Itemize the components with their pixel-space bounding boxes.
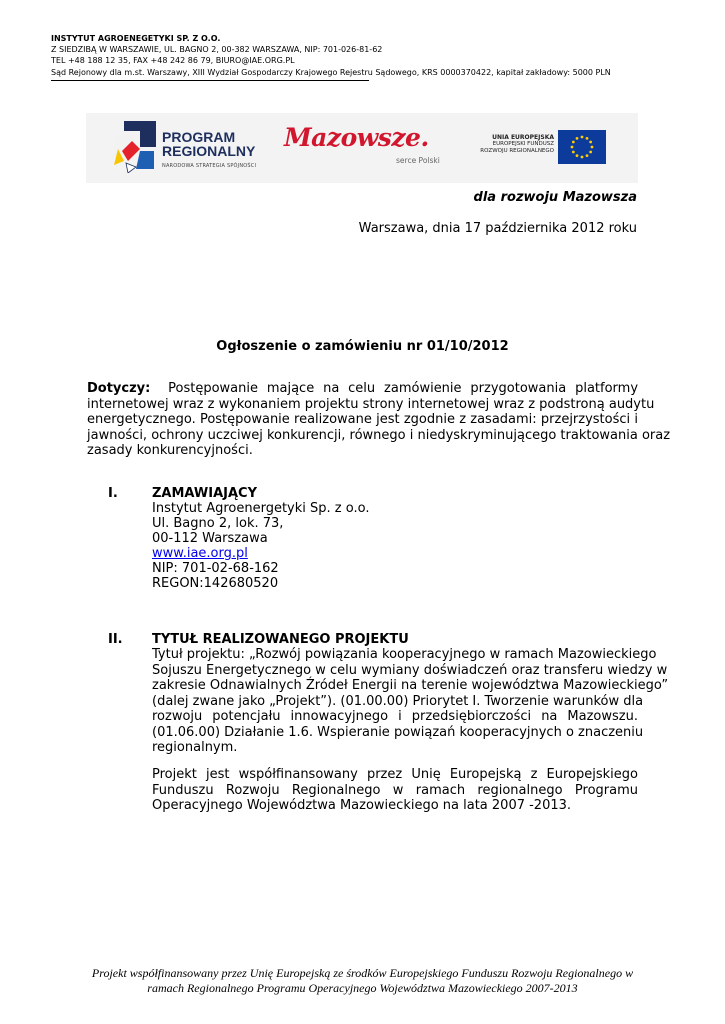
eu-line-2: EUROPEJSKI FUNDUSZ — [492, 141, 554, 147]
authority-city: 00-112 Warszawa — [152, 531, 268, 546]
section-2-number: II. — [108, 632, 123, 647]
eu-line-3: ROZWOJU REGIONALNEGO — [480, 148, 554, 154]
eu-logo — [478, 130, 608, 170]
mazowsze-subtitle: serce Polski — [396, 156, 440, 165]
dotyczy-line — [87, 381, 638, 397]
project-line: zakresie Odnawialnych Źródeł Energii na terenie województwa Mazowieckiego” — [152, 678, 669, 693]
eu-flag-icon — [558, 130, 606, 164]
logo-band — [86, 113, 638, 183]
program-regionalny-title — [162, 130, 255, 158]
cofinancing-paragraph — [152, 767, 638, 814]
mazowsze-wordmark: Mazowsze. — [284, 123, 429, 152]
authority-regon: REGON:142680520 — [152, 576, 279, 591]
company-address: Z SIEDZIBĄ W WARSZAWIE, UL. BAGNO 2, 00-382 WARSZAWA, NIP: 701-026-81-62 — [51, 45, 383, 54]
project-line: rozwoju potencjału innowacyjnego i przedsiębiorczości na Mazowszu. — [152, 709, 638, 724]
dotyczy-line: jawności, ochrony uczciwej konkurencji, równego i niedyskryminującego traktowania oraz — [87, 427, 671, 443]
eu-logo-text — [478, 134, 554, 155]
contracting-authority-address — [152, 501, 369, 591]
program-regionalny-subtitle: NARODOWA STRATEGIA SPÓJNOŚCI — [162, 163, 257, 169]
project-line: Tytuł projektu: „Rozwój powiązania kooperacyjnego w ramach Mazowieckiego — [152, 647, 657, 662]
mazowsze-logo — [284, 123, 444, 173]
project-title-paragraph — [152, 647, 669, 756]
eu-star — [576, 137, 579, 140]
cofinancing-line: Projekt jest współfinansowany przez Unię Europejską z Europejskiego — [152, 767, 638, 782]
eu-line-1: UNIA EUROPEJSKA — [492, 134, 554, 141]
footer-line-2: ramach Regionalnego Programu Operacyjnego Województwa Mazowieckiego 2007-2013 — [147, 981, 578, 995]
eu-star — [576, 154, 579, 157]
section-1-heading: ZAMAWIAJĄCY — [152, 486, 257, 501]
project-line: regionalnym. — [152, 740, 238, 755]
dotyczy-line: zasady konkurencyjności. — [87, 443, 253, 458]
eu-star — [586, 154, 589, 157]
section-2-heading: TYTUŁ REALIZOWANEGO PROJEKTU — [152, 632, 409, 647]
dotyczy-line: internetowej wraz z wykonaniem projektu strony internetowej wraz z podstroną audytu — [87, 396, 655, 412]
program-regionalny-emblem-icon — [114, 121, 156, 173]
dotyczy-label: Dotyczy: — [87, 381, 151, 396]
eu-star — [581, 156, 584, 159]
footer-line-1: Projekt współfinansowany przez Unię Europejską ze środków Europejskiego Funduszu Rozwoju Regionalnego w — [91, 966, 634, 980]
section-1-number: I. — [108, 486, 118, 501]
dotyczy-line-text: Postępowanie mające na celu zamówienie przygotowania platformy — [168, 381, 639, 396]
project-line: (01.06.00) Działanie 1.6. Wspieranie powiązań kooperacyjnych o znaczeniu — [152, 724, 644, 740]
company-registry: Sąd Rejonowy dla m.st. Warszawy, XIII Wydział Gospodarczy Krajowego Rejestru Sądowego, KRS 0000370422, kapitał zakładowy: 5000 PLN — [51, 68, 611, 77]
eu-star — [589, 141, 592, 144]
place-date: Warszawa, dnia 17 października 2012 roku — [358, 221, 637, 236]
header-divider — [51, 80, 369, 81]
program-regionalny-logo — [114, 121, 304, 176]
regionalny-line: REGIONALNY — [162, 143, 256, 159]
authority-name: Instytut Agroenergetyki Sp. z o.o. — [152, 501, 370, 516]
cofinancing-line: Funduszu Rozwoju Regionalnego w ramach regionalnego Programu — [152, 782, 638, 798]
authority-nip: NIP: 701-02-68-162 — [152, 561, 279, 576]
eu-star — [589, 151, 592, 154]
eu-star — [586, 137, 589, 140]
eu-star — [581, 136, 584, 139]
project-line: (dalej zwane jako „Projekt”). (01.00.00) Priorytet I. Tworzenie warunków dla — [152, 693, 644, 709]
company-name: INSTYTUT AGROENEGETYKI SP. Z O.O. — [51, 34, 221, 43]
website-link[interactable]: www.iae.org.pl — [152, 546, 248, 561]
dotyczy-line: energetycznego. Postępowanie realizowane jest zgodnie z zasadami: przejrzystości i — [87, 412, 638, 427]
project-line: Sojuszu Energetycznego w celu wymiany doświadczeń oraz transferu wiedzy w — [152, 662, 668, 678]
motto: dla rozwoju Mazowsza — [473, 190, 637, 205]
eu-star — [572, 141, 575, 144]
document-title: Ogłoszenie o zamówieniu nr 01/10/2012 — [216, 339, 509, 354]
eu-star — [572, 151, 575, 154]
eu-star — [571, 146, 574, 149]
dotyczy-paragraph — [87, 381, 671, 459]
cofinancing-line: Operacyjnego Województwa Mazowieckiego na lata 2007 -2013. — [152, 798, 572, 813]
company-contact: TEL +48 188 12 35, FAX +48 242 86 79, BIURO@IAE.ORG.PL — [51, 56, 295, 65]
program-line: PROGRAM — [162, 129, 236, 145]
authority-street: Ul. Bagno 2, lok. 73, — [152, 516, 284, 531]
page-footer — [0, 966, 725, 996]
eu-star — [591, 146, 594, 149]
